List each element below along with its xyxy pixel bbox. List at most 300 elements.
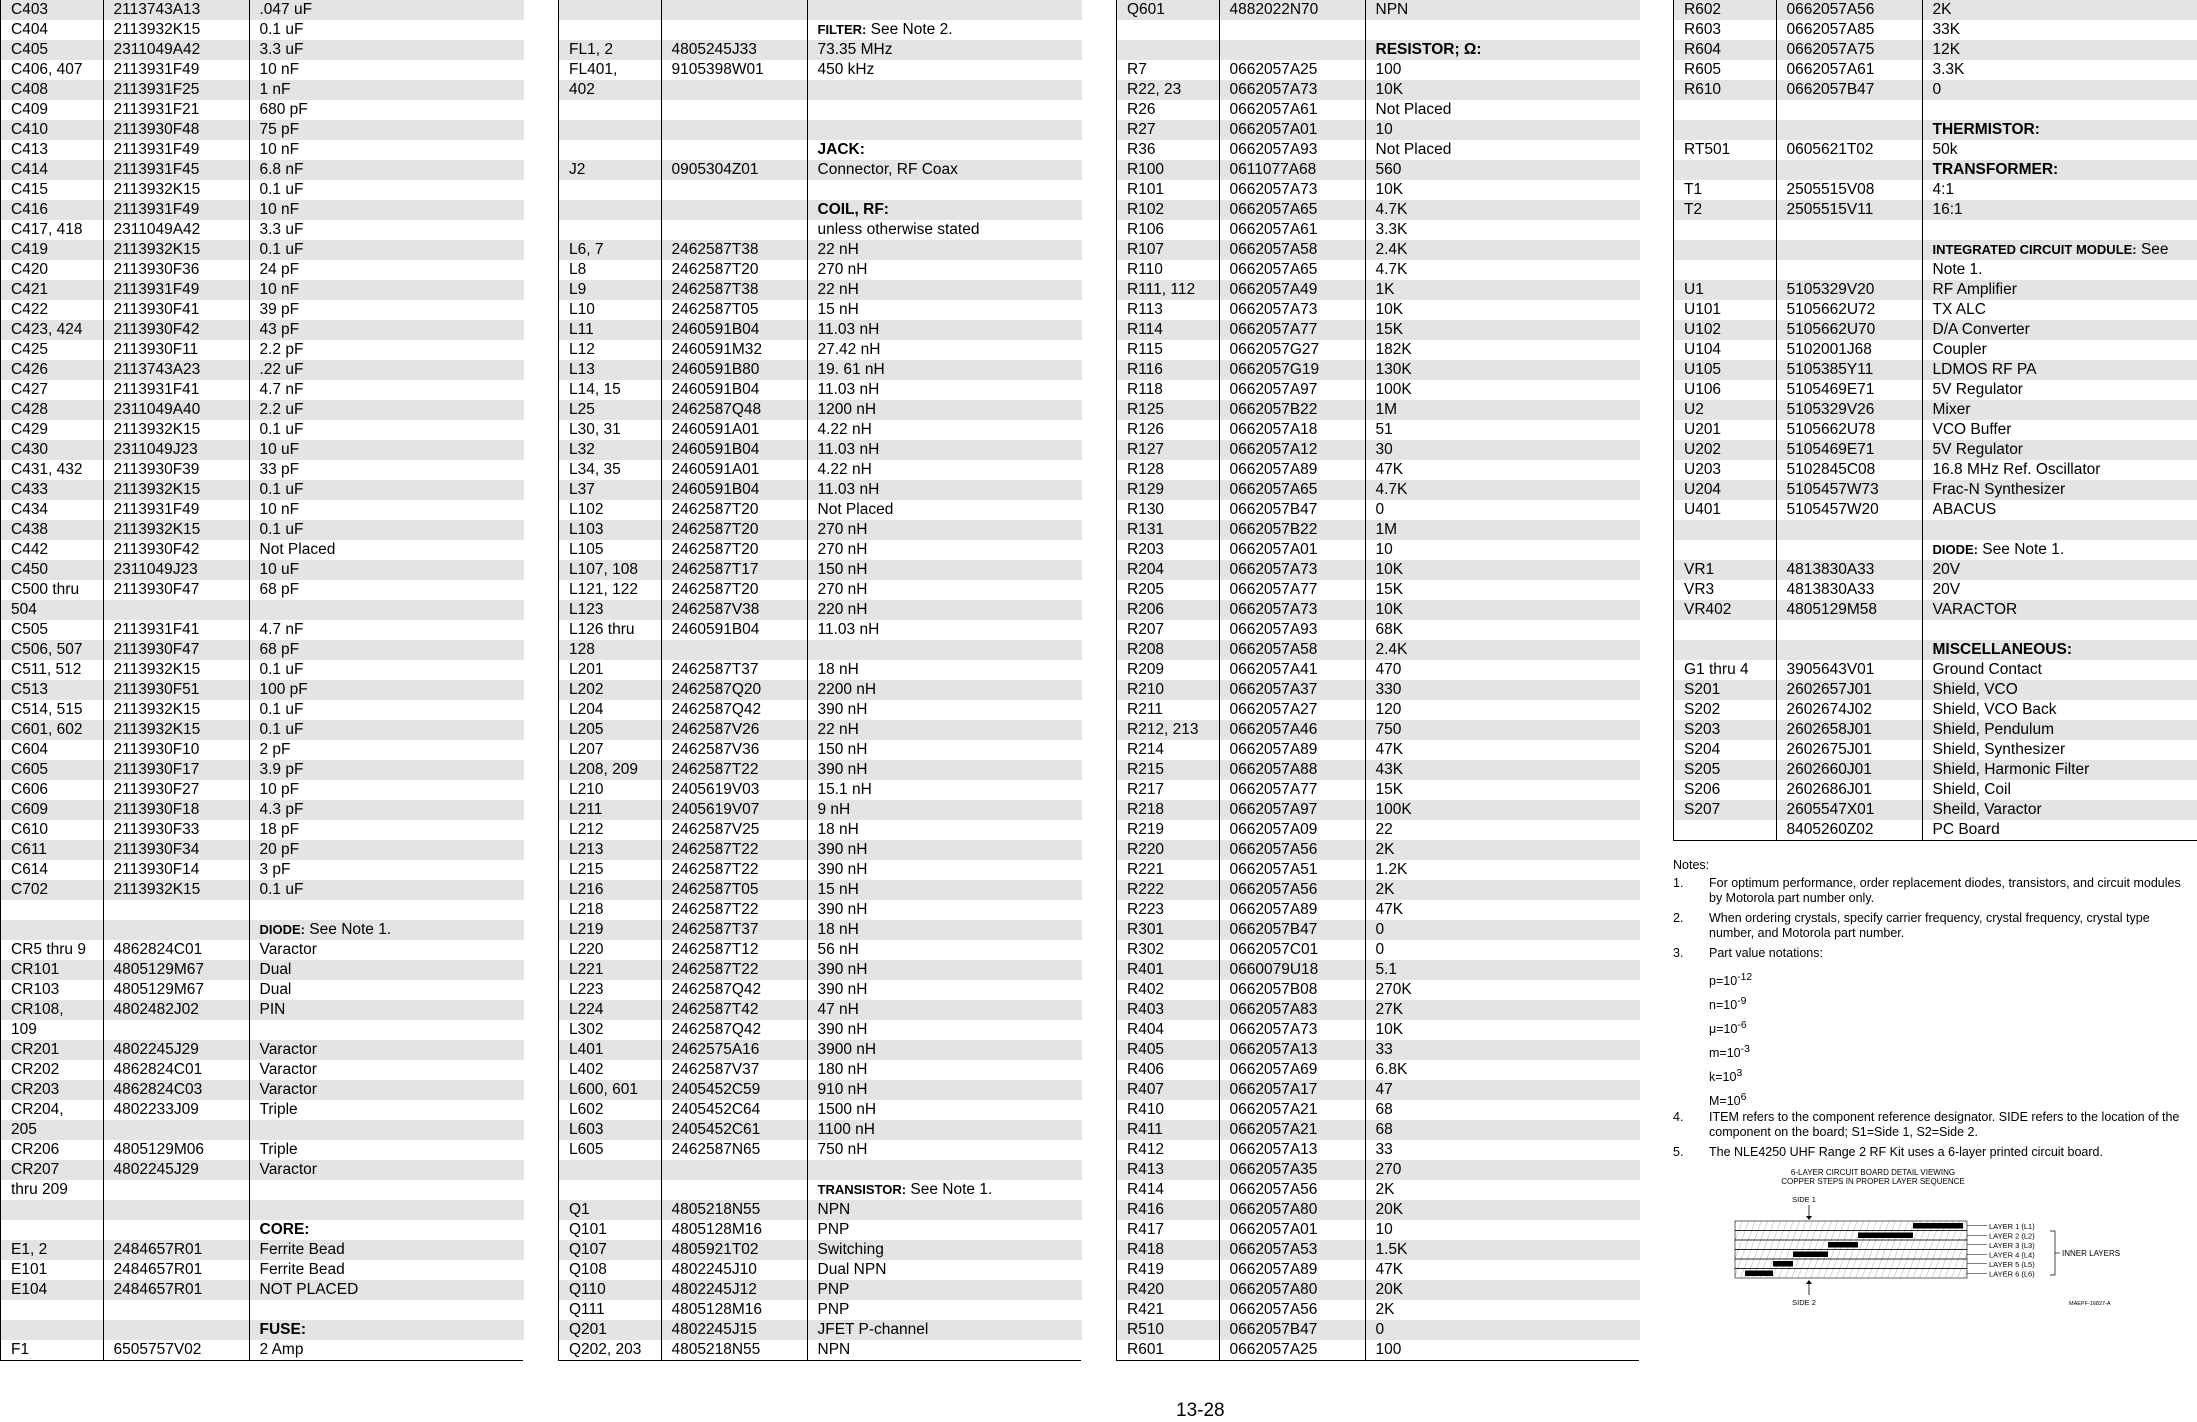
part-number: 2460591B04 <box>661 480 807 500</box>
ref-designator <box>1 920 103 940</box>
ref-designator: FL1, 2 <box>559 40 661 60</box>
description: 47 <box>1365 1080 1640 1100</box>
part-number: 2602686J01 <box>1776 780 1922 800</box>
ref-designator <box>559 220 661 240</box>
parts-row <box>1 880 524 900</box>
parts-row <box>1 340 524 360</box>
parts-row <box>1 1340 524 1360</box>
ref-designator: C434 <box>1 500 103 520</box>
ref-designator: L600, 601 <box>559 1080 661 1100</box>
parts-row <box>559 640 1082 660</box>
ref-designator: R404 <box>1117 1020 1219 1040</box>
description: 27K <box>1365 1000 1640 1020</box>
parts-row <box>1117 660 1640 680</box>
description: 22 nH <box>807 280 1082 300</box>
part-number: 2405452C61 <box>661 1120 807 1140</box>
ref-designator: L204 <box>559 700 661 720</box>
ref-designator: C428 <box>1 400 103 420</box>
parts-row <box>1117 920 1640 940</box>
note-text: For optimum performance, order replacement diodes, transistors, and circuit modules by Motorola part number only. <box>1709 876 2181 905</box>
description: Varactor <box>249 940 524 960</box>
part-number: 2462587V37 <box>661 1060 807 1080</box>
part-number: 0662057A41 <box>1219 660 1365 680</box>
ref-designator: CR204, <box>1 1100 103 1120</box>
description: 270 nH <box>807 260 1082 280</box>
description: Shield, Harmonic Filter <box>1922 760 2197 780</box>
description: 15K <box>1365 580 1640 600</box>
ref-designator: C506, 507 <box>1 640 103 660</box>
parts-column-4 <box>1673 0 2197 841</box>
description: 22 nH <box>807 720 1082 740</box>
ref-designator <box>1674 820 1776 840</box>
part-number: 0662057A77 <box>1219 780 1365 800</box>
ref-designator <box>1 1300 103 1320</box>
part-number <box>1219 40 1365 60</box>
part-number: 0662057A89 <box>1219 1260 1365 1280</box>
parts-row <box>1674 260 2197 280</box>
ref-designator: R414 <box>1117 1180 1219 1200</box>
parts-row <box>1117 40 1640 60</box>
ref-designator: C410 <box>1 120 103 140</box>
description: Mixer <box>1922 400 2197 420</box>
description: Shield, VCO <box>1922 680 2197 700</box>
ref-designator: L211 <box>559 800 661 820</box>
ref-designator <box>1674 160 1776 180</box>
description: PIN <box>249 1000 524 1020</box>
part-number: 2462587T22 <box>661 860 807 880</box>
part-number: 0662057A18 <box>1219 420 1365 440</box>
ref-designator: L34, 35 <box>559 460 661 480</box>
description: ABACUS <box>1922 500 2197 520</box>
part-number: 2462587T05 <box>661 880 807 900</box>
part-number: 0662057A13 <box>1219 1140 1365 1160</box>
description: Switching <box>807 1240 1082 1260</box>
parts-row <box>1 380 524 400</box>
part-number: 2113931F49 <box>103 200 249 220</box>
description: Not Placed <box>807 500 1082 520</box>
description: PNP <box>807 1300 1082 1320</box>
part-number <box>661 220 807 240</box>
ref-designator: Q202, 203 <box>559 1340 661 1360</box>
description: VCO Buffer <box>1922 420 2197 440</box>
ref-designator: S201 <box>1674 680 1776 700</box>
parts-row <box>1117 80 1640 100</box>
parts-row <box>1117 720 1640 740</box>
ref-designator: C408 <box>1 80 103 100</box>
description: 0.1 uF <box>249 20 524 40</box>
description: 3.9 pF <box>249 760 524 780</box>
description: 390 nH <box>807 1020 1082 1040</box>
description: 150 nH <box>807 740 1082 760</box>
ref-designator: R417 <box>1117 1220 1219 1240</box>
description: Triple <box>249 1100 524 1120</box>
description: 0.1 uF <box>249 480 524 500</box>
description <box>249 900 524 920</box>
parts-row <box>1117 1160 1640 1180</box>
ref-designator: R421 <box>1117 1300 1219 1320</box>
part-number <box>661 640 807 660</box>
description: 2K <box>1365 840 1640 860</box>
parts-row <box>1674 120 2197 140</box>
ref-designator: L218 <box>559 900 661 920</box>
description: 1500 nH <box>807 1100 1082 1120</box>
parts-row <box>559 520 1082 540</box>
description <box>1922 220 2197 240</box>
ref-designator: L11 <box>559 320 661 340</box>
ref-designator: R118 <box>1117 380 1219 400</box>
description: NOT PLACED <box>249 1280 524 1300</box>
description: 390 nH <box>807 700 1082 720</box>
parts-row <box>1 460 524 480</box>
description: 16.8 MHz Ref. Oscillator <box>1922 460 2197 480</box>
description: RF Amplifier <box>1922 280 2197 300</box>
description: 270 nH <box>807 520 1082 540</box>
part-number: 0662057A56 <box>1219 1300 1365 1320</box>
part-number: 0662057A80 <box>1219 1280 1365 1300</box>
part-number <box>103 1180 249 1200</box>
part-number: 4805128M16 <box>661 1300 807 1320</box>
layer-diagram <box>1673 1165 2193 1335</box>
parts-row <box>559 1120 1082 1140</box>
part-number <box>1776 100 1922 120</box>
part-number: 0662057A80 <box>1219 1200 1365 1220</box>
description: 750 nH <box>807 1140 1082 1160</box>
description: 2.2 uF <box>249 400 524 420</box>
parts-row <box>1674 620 2197 640</box>
part-number: 2113930F36 <box>103 260 249 280</box>
ref-designator: R206 <box>1117 600 1219 620</box>
description: 33 pF <box>249 460 524 480</box>
ref-designator <box>559 0 661 20</box>
ref-designator: L605 <box>559 1140 661 1160</box>
parts-row <box>1117 860 1640 880</box>
description: 15K <box>1365 320 1640 340</box>
parts-row <box>1674 340 2197 360</box>
parts-row <box>559 700 1082 720</box>
description: 43 pF <box>249 320 524 340</box>
parts-row <box>1 420 524 440</box>
ref-designator: C417, 418 <box>1 220 103 240</box>
parts-row <box>559 80 1082 100</box>
notation-base: μ=10 <box>1709 1022 1738 1037</box>
description: 680 pF <box>249 100 524 120</box>
parts-row <box>559 480 1082 500</box>
ref-designator: C450 <box>1 560 103 580</box>
parts-row <box>1674 380 2197 400</box>
part-number: 0662057A53 <box>1219 1240 1365 1260</box>
ref-designator: CR108, <box>1 1000 103 1020</box>
ref-designator <box>559 1160 661 1180</box>
part-number: 5105457W73 <box>1776 480 1922 500</box>
description: 6.8K <box>1365 1060 1640 1080</box>
parts-row <box>559 1040 1082 1060</box>
description: 47K <box>1365 460 1640 480</box>
copper-step <box>1793 1252 1828 1258</box>
description: 2 Amp <box>249 1340 524 1360</box>
parts-row <box>1 980 524 1000</box>
ref-designator <box>1674 240 1776 260</box>
part-number: 2113930F41 <box>103 300 249 320</box>
description: 6.8 nF <box>249 160 524 180</box>
part-number: 4805129M58 <box>1776 600 1922 620</box>
parts-row <box>1 200 524 220</box>
part-number: 0662057B22 <box>1219 520 1365 540</box>
description: 20K <box>1365 1280 1640 1300</box>
description: 10 pF <box>249 780 524 800</box>
ref-designator: Q107 <box>559 1240 661 1260</box>
parts-row <box>1 1280 524 1300</box>
ref-designator: L208, 209 <box>559 760 661 780</box>
parts-row <box>1117 580 1640 600</box>
parts-row <box>1 720 524 740</box>
parts-row <box>1 140 524 160</box>
ref-designator <box>1674 640 1776 660</box>
part-number <box>103 920 249 940</box>
part-number: 2602675J01 <box>1776 740 1922 760</box>
part-number <box>661 120 807 140</box>
parts-row <box>1674 780 2197 800</box>
parts-row <box>1 780 524 800</box>
ref-designator: Q108 <box>559 1260 661 1280</box>
part-number: 0662057A85 <box>1776 20 1922 40</box>
part-number: 4805921T02 <box>661 1240 807 1260</box>
ref-designator: C511, 512 <box>1 660 103 680</box>
description: 2.4K <box>1365 240 1640 260</box>
ref-designator: C609 <box>1 800 103 820</box>
ref-designator: R406 <box>1117 1060 1219 1080</box>
part-number: 2462587T22 <box>661 960 807 980</box>
ref-designator: R100 <box>1117 160 1219 180</box>
ref-designator: U202 <box>1674 440 1776 460</box>
ref-designator: R113 <box>1117 300 1219 320</box>
note-item <box>1673 876 2193 906</box>
description: 4.7K <box>1365 200 1640 220</box>
parts-row <box>1117 160 1640 180</box>
part-number: 2113930F47 <box>103 580 249 600</box>
description: INTEGRATED CIRCUIT MODULE: See <box>1922 240 2197 260</box>
parts-column-1 <box>0 0 523 1361</box>
description: DIODE: See Note 1. <box>249 920 524 940</box>
parts-row <box>559 1000 1082 1020</box>
ref-designator: U1 <box>1674 280 1776 300</box>
description: 2.2 pF <box>249 340 524 360</box>
ref-designator: Q101 <box>559 1220 661 1240</box>
description: 22 nH <box>807 240 1082 260</box>
description: PC Board <box>1922 820 2197 840</box>
layer-label: LAYER 6 (L6) <box>1989 1269 2035 1279</box>
description: RESISTOR; Ω: <box>1365 40 1640 60</box>
inner-layers-label: INNER LAYERS <box>2062 1249 2121 1258</box>
ref-designator: C601, 602 <box>1 720 103 740</box>
part-number: 0662057A56 <box>1776 0 1922 20</box>
parts-row <box>1117 320 1640 340</box>
parts-row <box>559 440 1082 460</box>
ref-designator: L14, 15 <box>559 380 661 400</box>
ref-designator: 402 <box>559 80 661 100</box>
ref-designator: L123 <box>559 600 661 620</box>
part-number: 0662057C01 <box>1219 940 1365 960</box>
ref-designator: CR203 <box>1 1080 103 1100</box>
ref-designator: VR1 <box>1674 560 1776 580</box>
parts-row <box>559 420 1082 440</box>
ref-designator: R125 <box>1117 400 1219 420</box>
ref-designator: C426 <box>1 360 103 380</box>
part-number: 2462587Q42 <box>661 1020 807 1040</box>
layer-label: LAYER 4 (L4) <box>1989 1250 2035 1260</box>
ref-designator: R126 <box>1117 420 1219 440</box>
ref-designator: C429 <box>1 420 103 440</box>
ref-designator: S206 <box>1674 780 1776 800</box>
description: 10K <box>1365 80 1640 100</box>
parts-row <box>559 1200 1082 1220</box>
part-number <box>103 1020 249 1040</box>
diagram-title-2: COPPER STEPS IN PROPER LAYER SEQUENCE <box>1781 1177 1965 1186</box>
part-number: 2405619V07 <box>661 800 807 820</box>
parts-row <box>559 980 1082 1000</box>
description: PNP <box>807 1220 1082 1240</box>
ref-designator: C513 <box>1 680 103 700</box>
description: Shield, Pendulum <box>1922 720 2197 740</box>
description: 2K <box>1365 1300 1640 1320</box>
description: TX ALC <box>1922 300 2197 320</box>
part-number: 0662057A21 <box>1219 1100 1365 1120</box>
description: 18 pF <box>249 820 524 840</box>
part-number <box>1776 160 1922 180</box>
part-number: 2113931F45 <box>103 160 249 180</box>
parts-row <box>1674 420 2197 440</box>
parts-row <box>559 1100 1082 1120</box>
ref-designator: R129 <box>1117 480 1219 500</box>
description: Triple <box>249 1140 524 1160</box>
ref-designator: R412 <box>1117 1140 1219 1160</box>
ref-designator <box>1674 220 1776 240</box>
parts-row <box>1 1000 524 1020</box>
parts-row <box>559 740 1082 760</box>
description: 47K <box>1365 740 1640 760</box>
ref-designator: R26 <box>1117 100 1219 120</box>
parts-row <box>1117 540 1640 560</box>
ref-designator <box>1674 120 1776 140</box>
description: 10 nF <box>249 140 524 160</box>
parts-row <box>559 940 1082 960</box>
parts-row <box>1117 560 1640 580</box>
description: TRANSISTOR: See Note 1. <box>807 1180 1082 1200</box>
part-number <box>103 1200 249 1220</box>
part-number: 0662057A83 <box>1219 1000 1365 1020</box>
part-number <box>1776 620 1922 640</box>
description: D/A Converter <box>1922 320 2197 340</box>
part-number: 0662057B47 <box>1219 500 1365 520</box>
description: 20K <box>1365 1200 1640 1220</box>
part-number: 2602674J02 <box>1776 700 1922 720</box>
layer-label: LAYER 5 (L5) <box>1989 1259 2035 1269</box>
ref-designator: C423, 424 <box>1 320 103 340</box>
description: 4:1 <box>1922 180 2197 200</box>
parts-row <box>1 1320 524 1340</box>
part-number: 0662057A75 <box>1776 40 1922 60</box>
description: 2.4K <box>1365 640 1640 660</box>
parts-row <box>559 780 1082 800</box>
part-number: 0662057A61 <box>1219 220 1365 240</box>
parts-row <box>1 860 524 880</box>
parts-row <box>1 1100 524 1120</box>
description: Sheild, Varactor <box>1922 800 2197 820</box>
description: 0 <box>1922 80 2197 100</box>
description: 11.03 nH <box>807 320 1082 340</box>
part-value-notation <box>1673 1038 2193 1062</box>
part-value-notation <box>1673 966 2193 990</box>
copper-step <box>1745 1271 1773 1277</box>
description: 75 pF <box>249 120 524 140</box>
ref-designator: CR202 <box>1 1060 103 1080</box>
part-number: 2460591A01 <box>661 420 807 440</box>
parts-row <box>559 540 1082 560</box>
parts-row <box>1117 60 1640 80</box>
note-text: Part value notations: <box>1709 946 1823 960</box>
description: 0.1 uF <box>249 520 524 540</box>
parts-row <box>559 1180 1082 1200</box>
description: 560 <box>1365 160 1640 180</box>
description: 0.1 uF <box>249 660 524 680</box>
parts-row <box>1674 660 2197 680</box>
description: 15.1 nH <box>807 780 1082 800</box>
part-number: 2113930F11 <box>103 340 249 360</box>
description: Varactor <box>249 1080 524 1100</box>
part-number: 0662057A49 <box>1219 280 1365 300</box>
description: 4.22 nH <box>807 420 1082 440</box>
part-number: 0662057A73 <box>1219 600 1365 620</box>
description: 27.42 nH <box>807 340 1082 360</box>
part-number: 2113930F39 <box>103 460 249 480</box>
ref-designator <box>559 180 661 200</box>
description: 2 pF <box>249 740 524 760</box>
part-number: 2113932K15 <box>103 420 249 440</box>
notation-exponent: 3 <box>1736 1068 1743 1079</box>
part-number: 0662057A77 <box>1219 320 1365 340</box>
parts-row <box>1 220 524 240</box>
parts-row <box>1674 480 2197 500</box>
description: 16:1 <box>1922 200 2197 220</box>
parts-row <box>1 400 524 420</box>
parts-row <box>1117 520 1640 540</box>
parts-row <box>1117 1020 1640 1040</box>
part-number: 0662057A13 <box>1219 1040 1365 1060</box>
page-number: 13-28 <box>1176 1400 1225 1421</box>
ref-designator: G1 thru 4 <box>1674 660 1776 680</box>
parts-row <box>1117 940 1640 960</box>
parts-row <box>1117 460 1640 480</box>
part-number <box>661 20 807 40</box>
notes-section <box>1673 858 2193 1335</box>
ref-designator: CR5 thru 9 <box>1 940 103 960</box>
note-text: ITEM refers to the component reference designator. SIDE refers to the location of the component on the board; S1=Side 1, S2=Side 2. <box>1709 1110 2180 1139</box>
description: 470 <box>1365 660 1640 680</box>
description: 0 <box>1365 920 1640 940</box>
part-number: 0662057B47 <box>1219 1320 1365 1340</box>
parts-row <box>559 960 1082 980</box>
part-number: 0662057A61 <box>1776 60 1922 80</box>
ref-designator: R413 <box>1117 1160 1219 1180</box>
ref-designator: S205 <box>1674 760 1776 780</box>
parts-row <box>1674 520 2197 540</box>
parts-row <box>559 220 1082 240</box>
description: 5V Regulator <box>1922 380 2197 400</box>
ref-designator: L102 <box>559 500 661 520</box>
parts-row <box>1 480 524 500</box>
parts-row <box>559 720 1082 740</box>
description: 15 nH <box>807 300 1082 320</box>
ref-designator: E1, 2 <box>1 1240 103 1260</box>
